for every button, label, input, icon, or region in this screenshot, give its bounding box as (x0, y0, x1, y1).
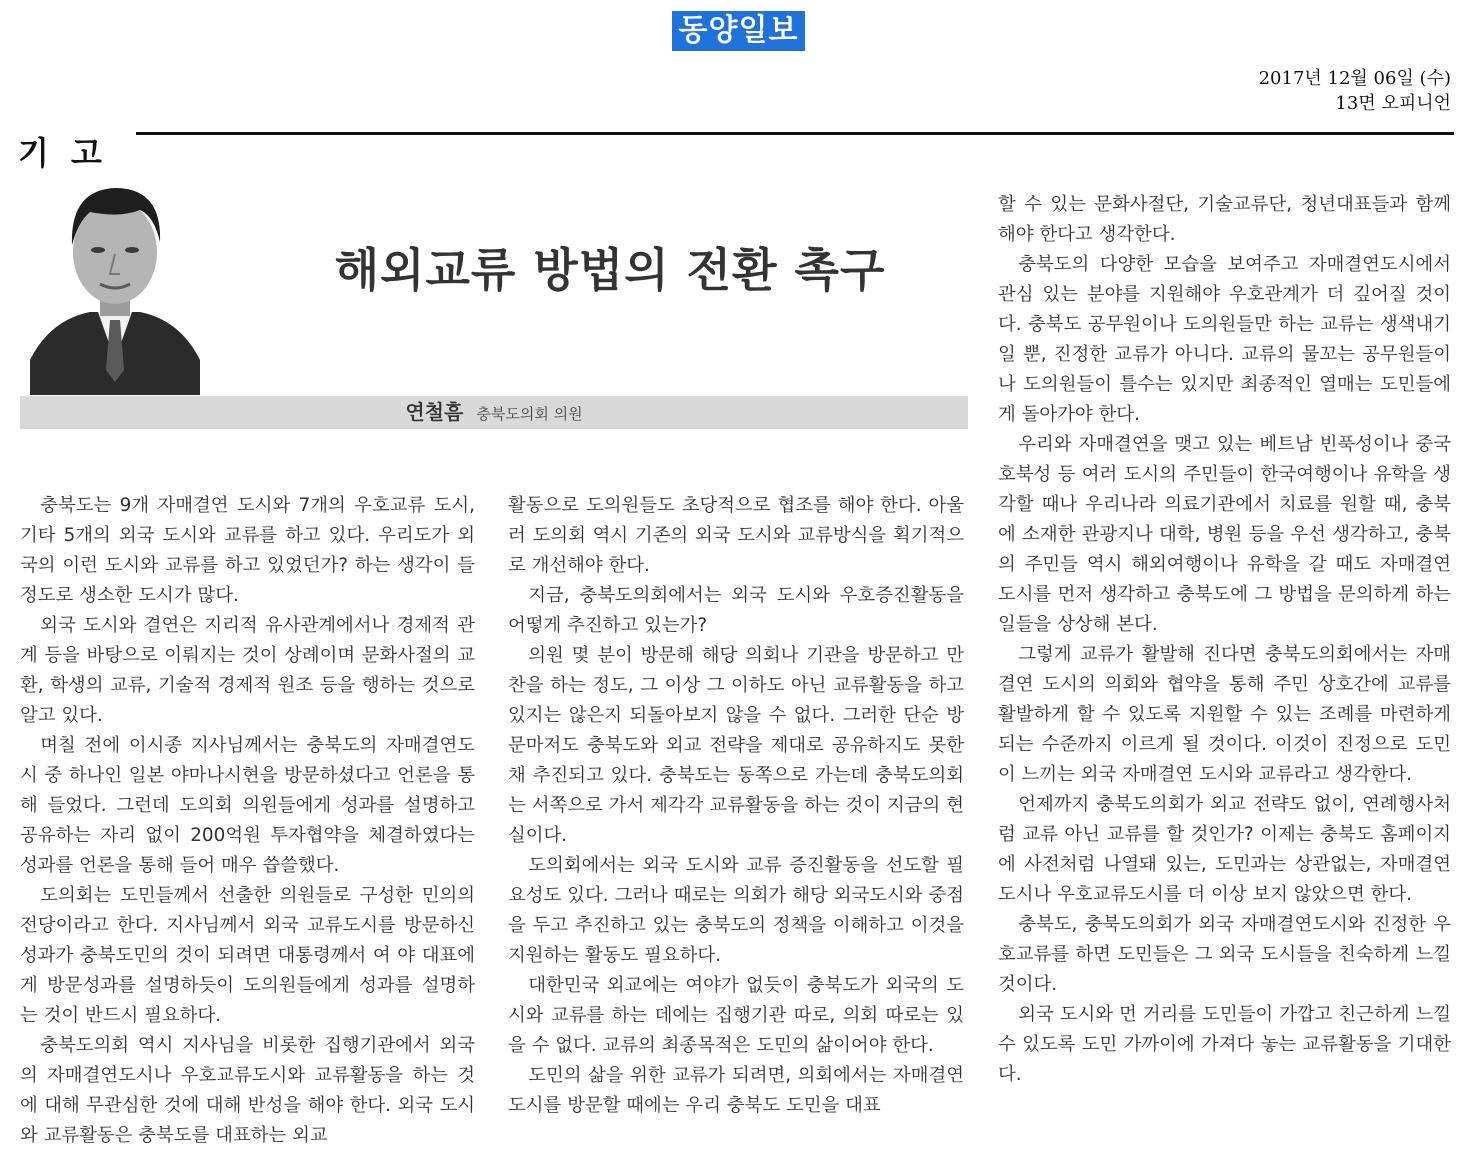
article-paragraph: 외국 도시와 결연은 지리적 유사관계에서나 경제적 관계 등을 바탕으로 이뤄지는 것이 상례이며 문화사절의 교환, 학생의 교류, 기술적 경제적 원조 등을 행하는 것으로 알고 있다. (20, 615, 475, 726)
section-label: 기고 (18, 134, 124, 172)
article-paragraph: 충북도는 9개 자매결연 도시와 7개의 우호교류 도시, 기타 5개의 외국 도시와 교류를 하고 있다. 우리도가 외국의 이런 도시와 교류를 하고 있었던가? 하는 생각이 들 정도로 생소한 도시가 많다. (20, 495, 475, 606)
article-paragraph: 외국 도시와 먼 거리를 도민들이 가깝고 친근하게 느낄 수 있도록 도민 가까이에 가져다 놓는 교류활동을 기대한다. (998, 1004, 1451, 1085)
article-paragraph: 충북도, 충북도의회가 외국 자매결연도시와 진정한 우호교류를 하면 도민들은 그 외국 도시들을 친숙하게 느낄 것이다. (998, 914, 1451, 995)
article-paragraph: 도의회에서는 외국 도시와 교류 증진활동을 선도할 필요성도 있다. 그러나 때로는 의회가 해당 외국도시와 중점을 두고 추진하고 있는 충북도의 정책을 이해하고 이것을 지원하는 활동도 필요하다. (508, 855, 964, 966)
author-role: 충북도의회 의원 (476, 405, 583, 423)
section-rule (136, 132, 1454, 135)
article-column-3 (998, 190, 1451, 1090)
issue-date: 2017년 12월 06일 (수) (1258, 68, 1451, 89)
article-column-2 (508, 491, 964, 1121)
article-paragraph: 언제까지 충북도의회가 외교 전략도 없이, 연례행사처럼 교류 아닌 교류를 할 것인가? 이제는 충북도 홈페이지에 사전처럼 나열돼 있는, 도민과는 상관없는, 자매결연도시나 우호교류도시를 더 이상 보지 않았으면 한다. (998, 794, 1451, 905)
page-section: 13면 오피니언 (1335, 93, 1451, 114)
article-paragraph: 그렇게 교류가 활발해 진다면 충북도의회에서는 자매결연 도시의 의회와 협약을 통해 주민 상호간에 교류를 활발하게 할 수 있도록 지원할 수 있는 조례를 마련하게 되는 수준까지 이르게 될 것이다. 이것이 진정으로 도민이 느끼는 외국 자매결연 도시와 교류라고 생각한다. (998, 644, 1451, 785)
article-paragraph: 의원 몇 분이 방문해 해당 의회나 기관을 방문하고 만찬을 하는 정도, 그 이상 그 이하도 아닌 교류활동을 하고 있지는 않은지 되돌아보지 않을 수 없다. 그러한 단순 방문마저도 충북도와 외교 전략을 제대로 공유하지도 못한 채 추진되고 있다. 충북도는 동쪽으로 가는데 충북도의회는 서쪽으로 가서 제각각 교류활동을 하는 것이 지금의 현실이다. (508, 645, 964, 846)
dateline (1259, 66, 1451, 116)
article-paragraph: 충북도의 다양한 모습을 보여주고 자매결연도시에서 관심 있는 분야를 지원해야 우호관계가 더 깊어질 것이다. 충북도 공무원이나 도의원들만 하는 교류는 생색내기일 뿐, 진정한 교류가 아니다. 교류의 물꼬는 공무원들이나 도의원들이 틀수는 있지만 최종적인 열매는 도민들에게 돌아가야 한다. (998, 254, 1451, 425)
article-paragraph: 대한민국 외교에는 여야가 없듯이 충북도가 외국의 도시와 교류를 하는 데에는 집행기관 따로, 의회 따로는 있을 수 없다. 교류의 최종목적은 도민의 삶이어야 한다. (508, 975, 964, 1056)
article-paragraph: 우리와 자매결연을 맺고 있는 베트남 빈푹성이나 중국 호북성 등 여러 도시의 주민들이 한국여행이나 유학을 생각할 때나 우리나라 의료기관에서 치료를 원할 때, 충북에 소재한 관광지나 대학, 병원 등을 우선 생각하고, 충북의 주민들 역시 해외여행이나 유학을 갈 때도 자매결연 도시를 먼저 생각하고 충북도에 그 방법을 문의하게 하는 일들을 상상해 본다. (998, 434, 1451, 635)
author-photo (30, 170, 200, 395)
article-paragraph: 도의회는 도민들께서 선출한 의원들로 구성한 민의의 전당이라고 한다. 지사님께서 외국 교류도시를 방문하신 성과가 충북도민의 것이 되려면 대통령께서 여 야 대표에게 방문성과를 설명하듯이 도의원들에게 성과를 설명하는 것이 반드시 필요하다. (20, 885, 475, 1026)
article-paragraph: 며칠 전에 이시종 지사님께서는 충북도의 자매결연도시 중 하나인 일본 야마나시현을 방문하셨다고 언론을 통해 들었다. 그런데 도의회 의원들에게 성과를 설명하고 공유하는 자리 없이 200억원 투자협약을 체결하였다는 성과를 언론을 통해 들어 매우 씁쓸했다. (20, 735, 475, 876)
article-paragraph: 할 수 있는 문화사절단, 기술교류단, 청년대표들과 함께해야 한다고 생각한다. (998, 194, 1451, 245)
newspaper-logo: 동양일보 (672, 11, 805, 51)
article-paragraph: 충북도의회 역시 지사님을 비롯한 집행기관에서 외국의 자매결연도시나 우호교류도시와 교류활동을 하는 것에 대해 무관심한 것에 대해 반성을 해야 한다. 외국 도시와 교류활동은 충북도를 대표하는 외교 (20, 1035, 475, 1146)
author-name: 연철흠 (405, 400, 464, 424)
article-paragraph: 활동으로 도의원들도 초당적으로 협조를 해야 한다. 아울러 도의회 역시 기존의 외국 도시와 교류방식을 획기적으로 개선해야 한다. (508, 495, 964, 576)
article-paragraph: 도민의 삶을 위한 교류가 되려면, 의회에서는 자매결연도시를 방문할 때에는 우리 충북도 도민을 대표 (508, 1065, 964, 1116)
byline-bar (20, 396, 968, 429)
article-column-1 (20, 491, 475, 1151)
article-headline: 해외교류 방법의 전환 촉구 (334, 243, 886, 297)
article-paragraph: 지금, 충북도의회에서는 외국 도시와 우호증진활동을 어떻게 추진하고 있는가? (508, 585, 964, 636)
